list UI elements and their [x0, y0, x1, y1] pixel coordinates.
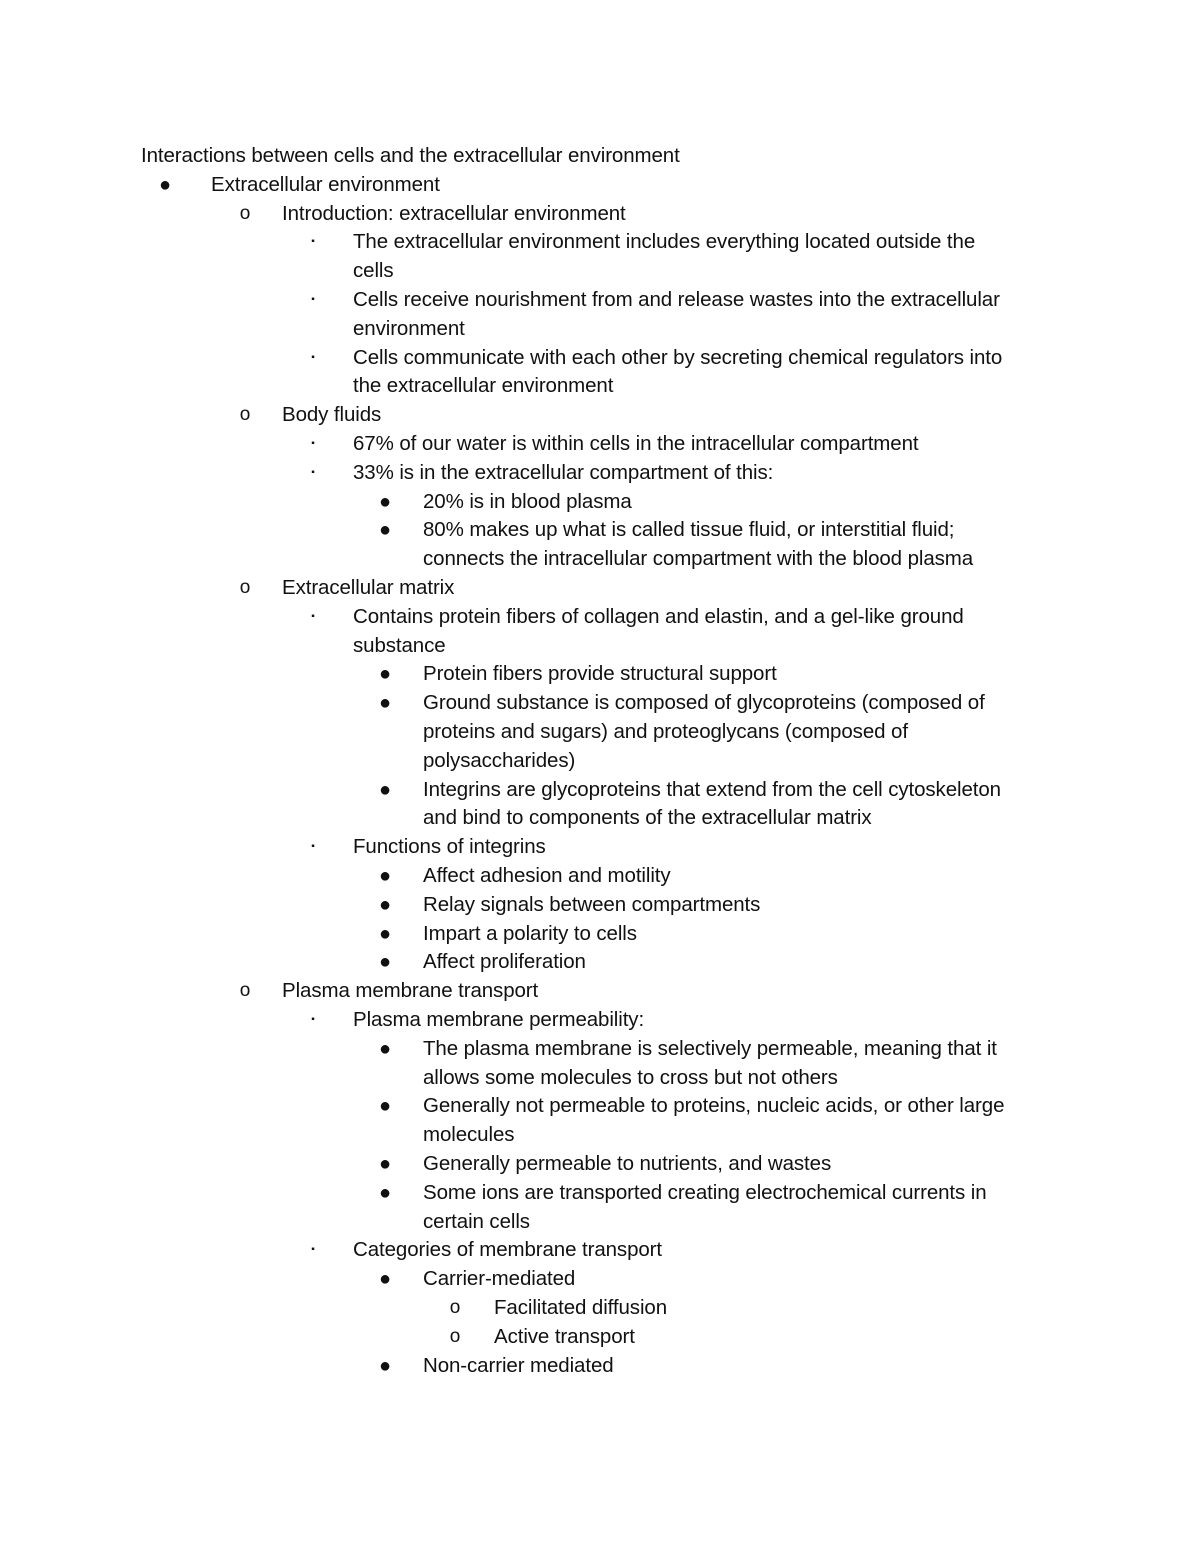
- square-bullet-icon: ▪: [311, 236, 315, 248]
- circle-bullet-icon: o: [449, 1297, 461, 1318]
- list-item-text: Active transport: [494, 1324, 635, 1348]
- list-item-text: Introduction: extracellular environment: [282, 201, 626, 225]
- list-item-continuation: allows some molecules to cross but not others: [423, 1065, 838, 1089]
- list-item-text: Body fluids: [282, 403, 382, 427]
- list-item-text: 80% makes up what is called tissue fluid, or interstitial fluid;: [423, 518, 955, 542]
- list-item-text: Carrier-mediated: [423, 1267, 576, 1291]
- list-item-text: Cells communicate with each other by secreting chemical regulators into: [353, 345, 1003, 369]
- list-item-continuation: molecules: [423, 1123, 515, 1147]
- square-bullet-icon: ▪: [311, 438, 315, 449]
- list-item-text: Contains protein fibers of collagen and elastin, and a gel-like ground: [353, 604, 964, 628]
- list-item-text: The extracellular environment includes everything located outside the: [353, 230, 976, 254]
- square-bullet-icon: ▪: [311, 1014, 315, 1025]
- list-item-text: Cells receive nourishment from and release wastes into the extracellular: [353, 288, 1000, 311]
- square-bullet-icon: ▪: [311, 466, 315, 478]
- list-item-text: Ground substance is composed of glycoproteins (composed of: [423, 691, 985, 715]
- circle-bullet-icon: o: [449, 1325, 461, 1347]
- list-item-text: Integrins are glycoproteins that extend from the cell cytoskeleton: [423, 777, 1001, 801]
- disc-bullet-icon: ●: [378, 922, 392, 945]
- list-item-text: The plasma membrane is selectively permeable, meaning that it: [423, 1036, 997, 1060]
- list-item-continuation: environment: [353, 316, 465, 340]
- list-item-text: Affect proliferation: [423, 950, 586, 974]
- list-item-text: 33% is in the extracellular compartment of this:: [353, 460, 774, 484]
- disc-bullet-icon: ●: [378, 951, 392, 974]
- list-item-continuation: cells: [353, 259, 394, 283]
- list-item-text: Affect adhesion and motility: [423, 864, 671, 887]
- list-item-text: 20% is in blood plasma: [423, 489, 632, 513]
- circle-bullet-icon: o: [239, 202, 251, 224]
- list-item-text: Generally permeable to nutrients, and wastes: [423, 1152, 832, 1175]
- square-bullet-icon: ▪: [311, 841, 315, 853]
- list-item-text: Plasma membrane permeability:: [353, 1008, 645, 1031]
- list-item-text: Functions of integrins: [353, 835, 546, 859]
- disc-bullet-icon: ●: [378, 519, 392, 542]
- list-item-text: Generally not permeable to proteins, nucleic acids, or other large: [423, 1094, 1005, 1118]
- list-item-text: Protein fibers provide structural support: [423, 662, 777, 686]
- list-item-continuation: polysaccharides): [423, 748, 576, 772]
- list-item-text: Extracellular environment: [211, 172, 440, 196]
- list-item-text: Plasma membrane transport: [282, 979, 539, 1003]
- list-item-text: Categories of membrane transport: [353, 1238, 663, 1262]
- list-item-continuation: the extracellular environment: [353, 374, 614, 398]
- disc-bullet-icon: ●: [378, 1354, 392, 1377]
- square-bullet-icon: ▪: [311, 294, 315, 305]
- list-item-continuation: connects the intracellular compartment with the blood plasma: [423, 547, 974, 571]
- disc-bullet-icon: ●: [378, 663, 392, 686]
- list-item-continuation: proteins and sugars) and proteoglycans (composed of: [423, 720, 908, 743]
- square-bullet-icon: ▪: [311, 610, 315, 622]
- list-item-text: Impart a polarity to cells: [423, 921, 637, 945]
- circle-bullet-icon: o: [239, 577, 251, 598]
- disc-bullet-icon: ●: [378, 1268, 392, 1291]
- list-item-continuation: substance: [353, 633, 446, 657]
- list-item-text: Relay signals between compartments: [423, 892, 761, 916]
- list-item-text: Some ions are transported creating electrochemical currents in: [423, 1180, 987, 1204]
- disc-bullet-icon: ●: [378, 778, 392, 801]
- disc-bullet-icon: ●: [378, 865, 392, 887]
- square-bullet-icon: ▪: [311, 1244, 315, 1256]
- disc-bullet-icon: ●: [378, 1037, 392, 1060]
- disc-bullet-icon: ●: [378, 893, 392, 916]
- list-item-text: Non-carrier mediated: [423, 1353, 614, 1377]
- disc-bullet-icon: ●: [378, 490, 392, 513]
- disc-bullet-icon: ●: [378, 1153, 392, 1175]
- list-item-continuation: and bind to components of the extracellular matrix: [423, 806, 872, 830]
- square-bullet-icon: ▪: [311, 351, 315, 363]
- list-item-text: 67% of our water is within cells in the intracellular compartment: [353, 432, 919, 455]
- list-item-continuation: certain cells: [423, 1209, 530, 1233]
- circle-bullet-icon: o: [239, 404, 251, 426]
- disc-bullet-icon: ●: [158, 173, 172, 196]
- disc-bullet-icon: ●: [378, 1181, 392, 1204]
- circle-bullet-icon: o: [239, 980, 251, 1002]
- list-item-text: Facilitated diffusion: [494, 1296, 668, 1319]
- disc-bullet-icon: ●: [378, 692, 392, 715]
- disc-bullet-icon: ●: [378, 1095, 392, 1118]
- list-item-text: Extracellular matrix: [282, 576, 455, 599]
- document-title: Interactions between cells and the extracellular environment: [141, 144, 680, 167]
